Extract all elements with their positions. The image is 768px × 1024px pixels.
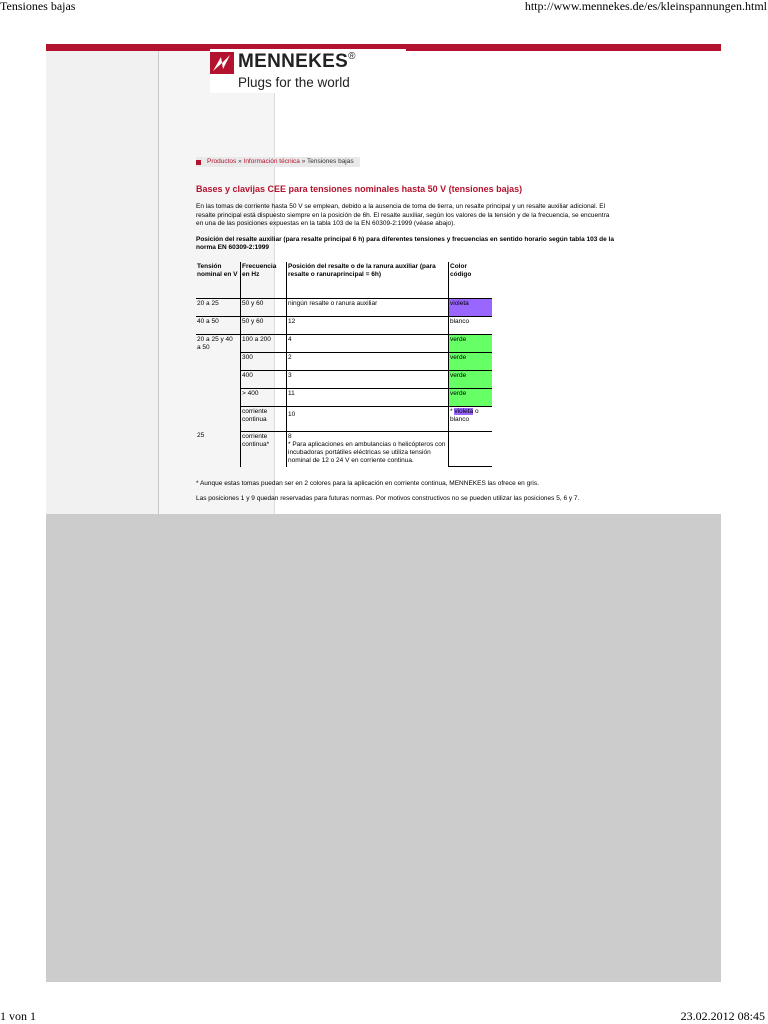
print-header-title: Tensiones bajas: [0, 0, 76, 13]
mennekes-logo-mark-icon: [210, 52, 234, 74]
cell-position: 2: [287, 352, 449, 370]
table-row: [196, 406, 492, 431]
cell-position-value: 8: [288, 432, 292, 440]
cell-frequency: > 400: [241, 388, 287, 406]
article-content: [196, 184, 616, 504]
cell-voltage: 25: [197, 432, 205, 440]
left-sidebar-panel: [46, 51, 158, 515]
color-prefix: *: [450, 407, 455, 415]
breadcrumb-bullet-icon: [196, 160, 201, 165]
table-row: [196, 334, 492, 352]
cell-frequency: corriente continua*: [241, 431, 287, 467]
voltage-position-table: [196, 262, 492, 468]
logo-wordmark: MENNEKES®: [238, 51, 356, 72]
breadcrumb: [196, 157, 360, 167]
cell-position: ningún resalte o ranura auxiliar: [287, 298, 449, 316]
cell-frequency: 300: [241, 352, 287, 370]
cell-color-code: verde: [449, 334, 493, 352]
cell-voltage: 40 a 50: [196, 316, 241, 334]
cell-frequency: 100 a 200: [241, 334, 287, 352]
table-row: [196, 370, 492, 388]
page-frame: [46, 44, 721, 982]
logo-tagline: Plugs for the world: [238, 75, 350, 90]
cell-voltage: 20 a 25: [196, 298, 241, 316]
print-footer-datetime: 23.02.2012 08:45: [680, 1009, 765, 1023]
cell-color-code: verde: [449, 370, 493, 388]
table-row: [196, 388, 492, 406]
breadcrumb-link-productos[interactable]: Productos: [207, 158, 237, 165]
breadcrumb-current: Tensiones bajas: [307, 158, 354, 165]
mennekes-logo[interactable]: [210, 49, 406, 93]
cell-color-code: verde: [449, 352, 493, 370]
cell-position: [287, 431, 449, 467]
cell-color-code: [449, 431, 493, 467]
cell-voltage: 20 a 25 y 40 a 50: [197, 335, 233, 351]
header-color-code: Color código: [449, 262, 493, 299]
cell-position: 12: [287, 316, 449, 334]
cell-position: 3: [287, 370, 449, 388]
header-voltage: Tensión nominal en V: [196, 262, 241, 299]
table-row: [196, 352, 492, 370]
header-frequency: Frecuencia en Hz: [241, 262, 287, 299]
cell-color-code: violeta: [449, 298, 493, 316]
breadcrumb-separator: »: [299, 158, 307, 165]
print-footer-page: 1 von 1: [0, 1009, 36, 1023]
cell-position: [287, 406, 449, 431]
cell-color-code: verde: [449, 388, 493, 406]
breadcrumb-separator: »: [236, 158, 244, 165]
table-header-row: [196, 262, 492, 299]
cell-frequency: corriente continua: [241, 406, 287, 431]
breadcrumb-link-informacion-tecnica[interactable]: Información técnica: [243, 158, 300, 165]
cell-position: 4: [287, 334, 449, 352]
color-rest: o blanco: [450, 407, 479, 423]
cell-frequency: 50 y 60: [241, 298, 287, 316]
page-bottom-blank-area: [46, 514, 721, 982]
footnote-positions: Las posiciones 1 y 9 quedan reservadas para futuras normas. Por motivos constructivos no se pueden utilizar las posiciones 5, 6 y 7.: [196, 494, 580, 502]
table-row: [196, 316, 492, 334]
footnote-colors: * Aunque estas tomas puedan ser en 2 colores para la aplicación en corriente continua, MENNEKES las ofrece en gris.: [196, 480, 539, 488]
table-row: [196, 298, 492, 316]
cell-frequency: 50 y 60: [241, 316, 287, 334]
cell-position-value: 10: [288, 410, 296, 418]
print-header-url: http://www.mennekes.de/es/kleinspannungen.html: [524, 0, 767, 13]
cell-color-code: [449, 406, 493, 431]
article-intro: En las tomas de corriente hasta 50 V se emplean, debido a la ausencia de toma de tierra, un resalte principal y un resalte auxiliar adicional. El resalte principal está dispuesto siempre en la posición de 6h. El resalte auxiliar, según los valores de la tensión y de la frecuencia, se encuentra en una de las posiciones expuestas en la tabla 103 de la EN 60309-2:1999 (véase abajo).: [196, 203, 610, 228]
color-violet: violeta: [454, 407, 474, 415]
header-position: Posición del resalte o de la ranura auxiliar (para resalte o ranuraprincipal = 6h): [287, 262, 449, 299]
cell-position: 11: [287, 388, 449, 406]
cell-frequency: 400: [241, 370, 287, 388]
table-caption: Posición del resalte auxiliar (para resalte principal 6 h) para diferentes tensiones y frecuencias en sentido horario según tabla 103 de la norma EN 60309-2:1999: [196, 236, 614, 252]
table-row: [196, 431, 492, 467]
cell-color-code: blanco: [449, 316, 493, 334]
cell-position-note: * Para aplicaciones en ambulancias o helicópteros con incubadoras portátiles eléctricas se utiliza tensión nominal de 12 o 24 V en corriente continua.: [288, 440, 446, 465]
article-title: Bases y clavijas CEE para tensiones nominales hasta 50 V (tensiones bajas): [196, 184, 523, 194]
